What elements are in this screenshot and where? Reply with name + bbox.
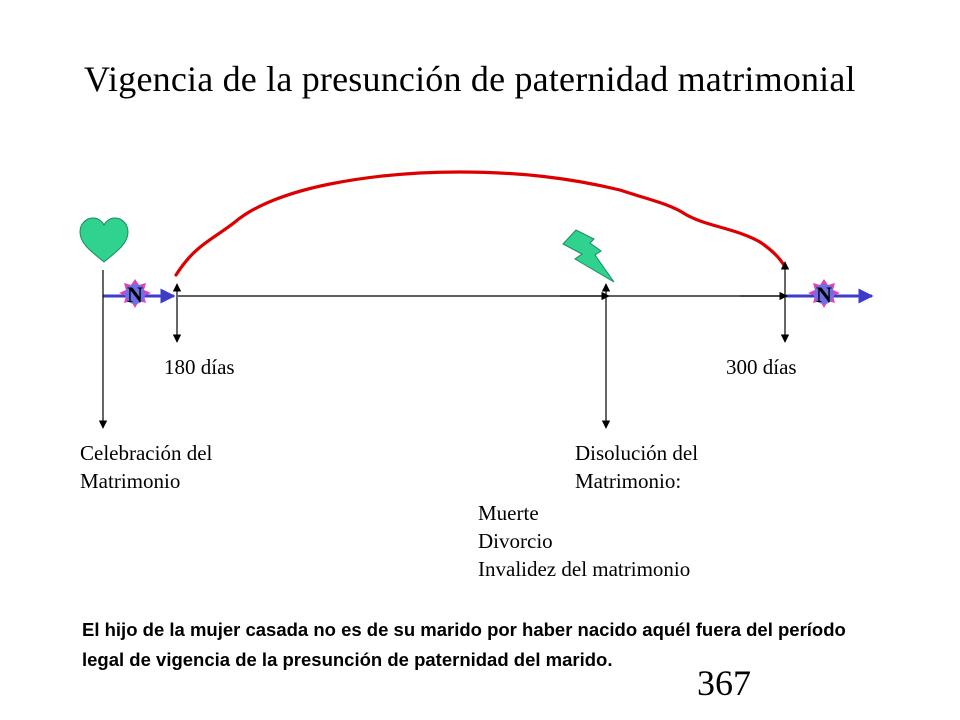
- cause-item-divorce: Divorcio: [478, 529, 553, 553]
- lightning-icon: [563, 230, 614, 282]
- end-badge-icon: [808, 279, 840, 308]
- celebration-label-line2: Matrimonio: [80, 469, 181, 493]
- celebration-label-line1: Celebración del: [80, 441, 213, 465]
- presumption-validity-arc: [176, 172, 785, 275]
- cause-item-death: Muerte: [478, 501, 539, 525]
- start-badge-icon: [119, 279, 151, 308]
- cause-item-invalidity: Invalidez del matrimonio: [478, 557, 691, 581]
- end-badge-letter: N: [816, 282, 832, 307]
- label-180-days: 180 días: [164, 355, 235, 379]
- dissolution-label-line2: Matrimonio:: [575, 469, 682, 493]
- page-number: 367: [697, 663, 751, 703]
- label-300-days: 300 días: [726, 355, 797, 379]
- start-badge-letter: N: [127, 282, 143, 307]
- explanatory-note: El hijo de la mujer casada no es de su marido por haber nacido aquél fuera del período legal de vigencia de la presunción de paternidad del marido.: [82, 619, 846, 670]
- heart-icon: [80, 218, 128, 262]
- dissolution-label-line1: Disolución del: [575, 441, 699, 465]
- slide-title: Vigencia de la presunción de paternidad matrimonial: [84, 59, 856, 99]
